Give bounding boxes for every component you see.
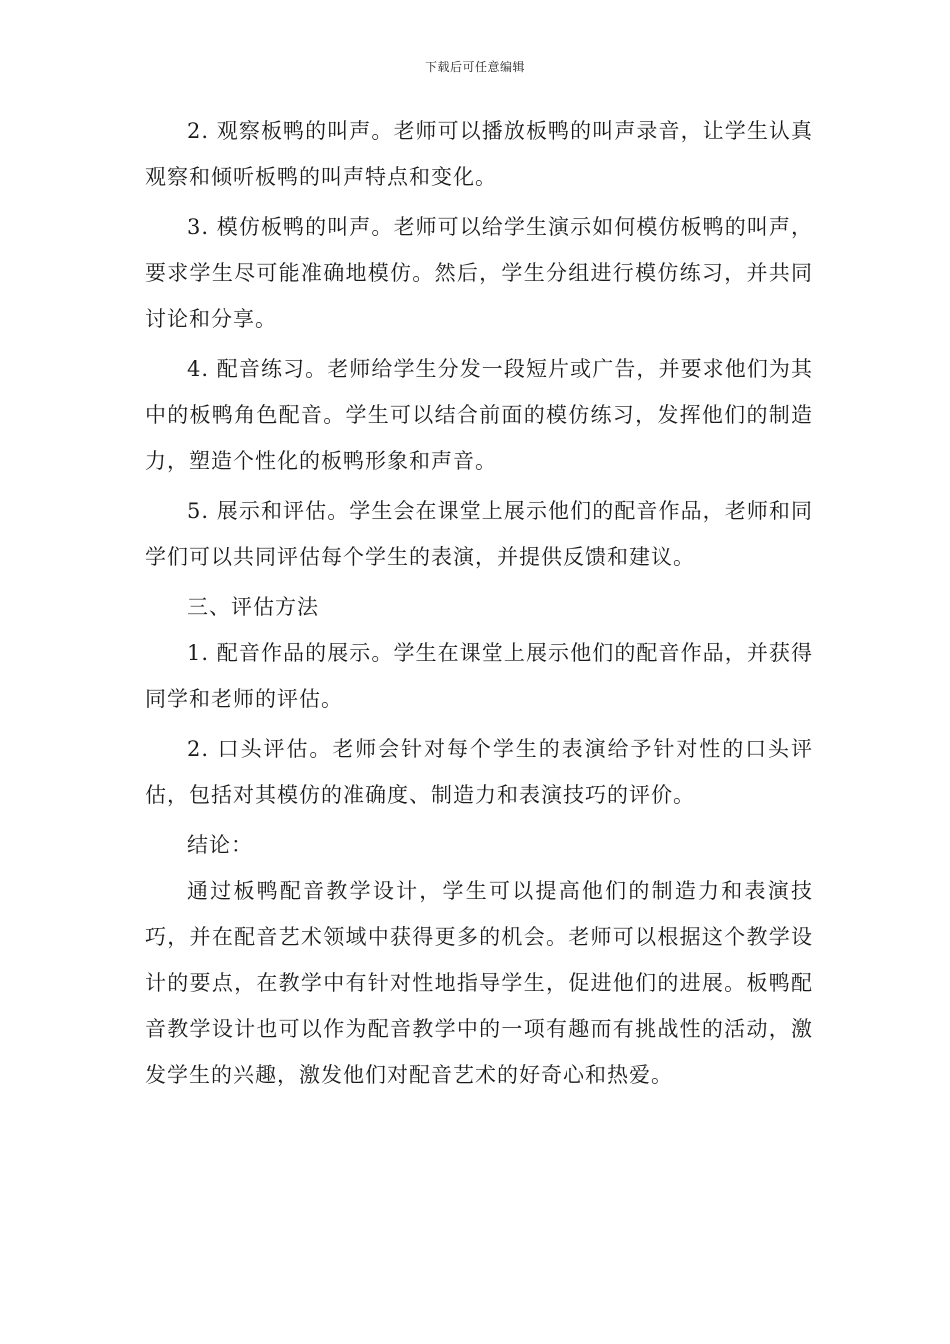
document-body xyxy=(145,108,813,1098)
page-header-note: 下载后可任意编辑 xyxy=(424,60,525,74)
paragraph-step-3: 3. 模仿板鸭的叫声。老师可以给学生演示如何模仿板鸭的叫声，要求学生尽可能准确地模仿。然后，学生分组进行模仿练习，并共同讨论和分享。 xyxy=(145,215,813,331)
evaluation-item-1: 1. 配音作品的展示。学生在课堂上展示他们的配音作品，并获得同学和老师的评估。 xyxy=(145,641,813,711)
paragraph-step-4: 4. 配音练习。老师给学生分发一段短片或广告，并要求他们为其中的板鸭角色配音。学生可以结合前面的模仿练习，发挥他们的制造力，塑造个性化的板鸭形象和声音。 xyxy=(145,357,813,473)
section-heading-evaluation: 三、评估方法 xyxy=(187,595,319,619)
paragraph-step-2: 2. 观察板鸭的叫声。老师可以播放板鸭的叫声录音，让学生认真观察和倾听板鸭的叫声特点和变化。 xyxy=(145,119,813,189)
evaluation-item-2: 2. 口头评估。老师会针对每个学生的表演给予针对性的口头评估，包括对其模仿的准确度、制造力和表演技巧的评价。 xyxy=(145,737,813,807)
paragraph-step-5: 5. 展示和评估。学生会在课堂上展示他们的配音作品，老师和同学们可以共同评估每个学生的表演，并提供反馈和建议。 xyxy=(145,499,813,569)
conclusion-paragraph: 通过板鸭配音教学设计，学生可以提高他们的制造力和表演技巧，并在配音艺术领域中获得更多的机会。老师可以根据这个教学设计的要点，在教学中有针对性地指导学生，促进他们的进展。板鸭配音教学设计也可以作为配音教学中的一项有趣而有挑战性的活动，激发学生的兴趣，激发他们对配音艺术的好奇心和热爱。 xyxy=(145,879,813,1087)
conclusion-heading: 结论： xyxy=(187,833,253,857)
